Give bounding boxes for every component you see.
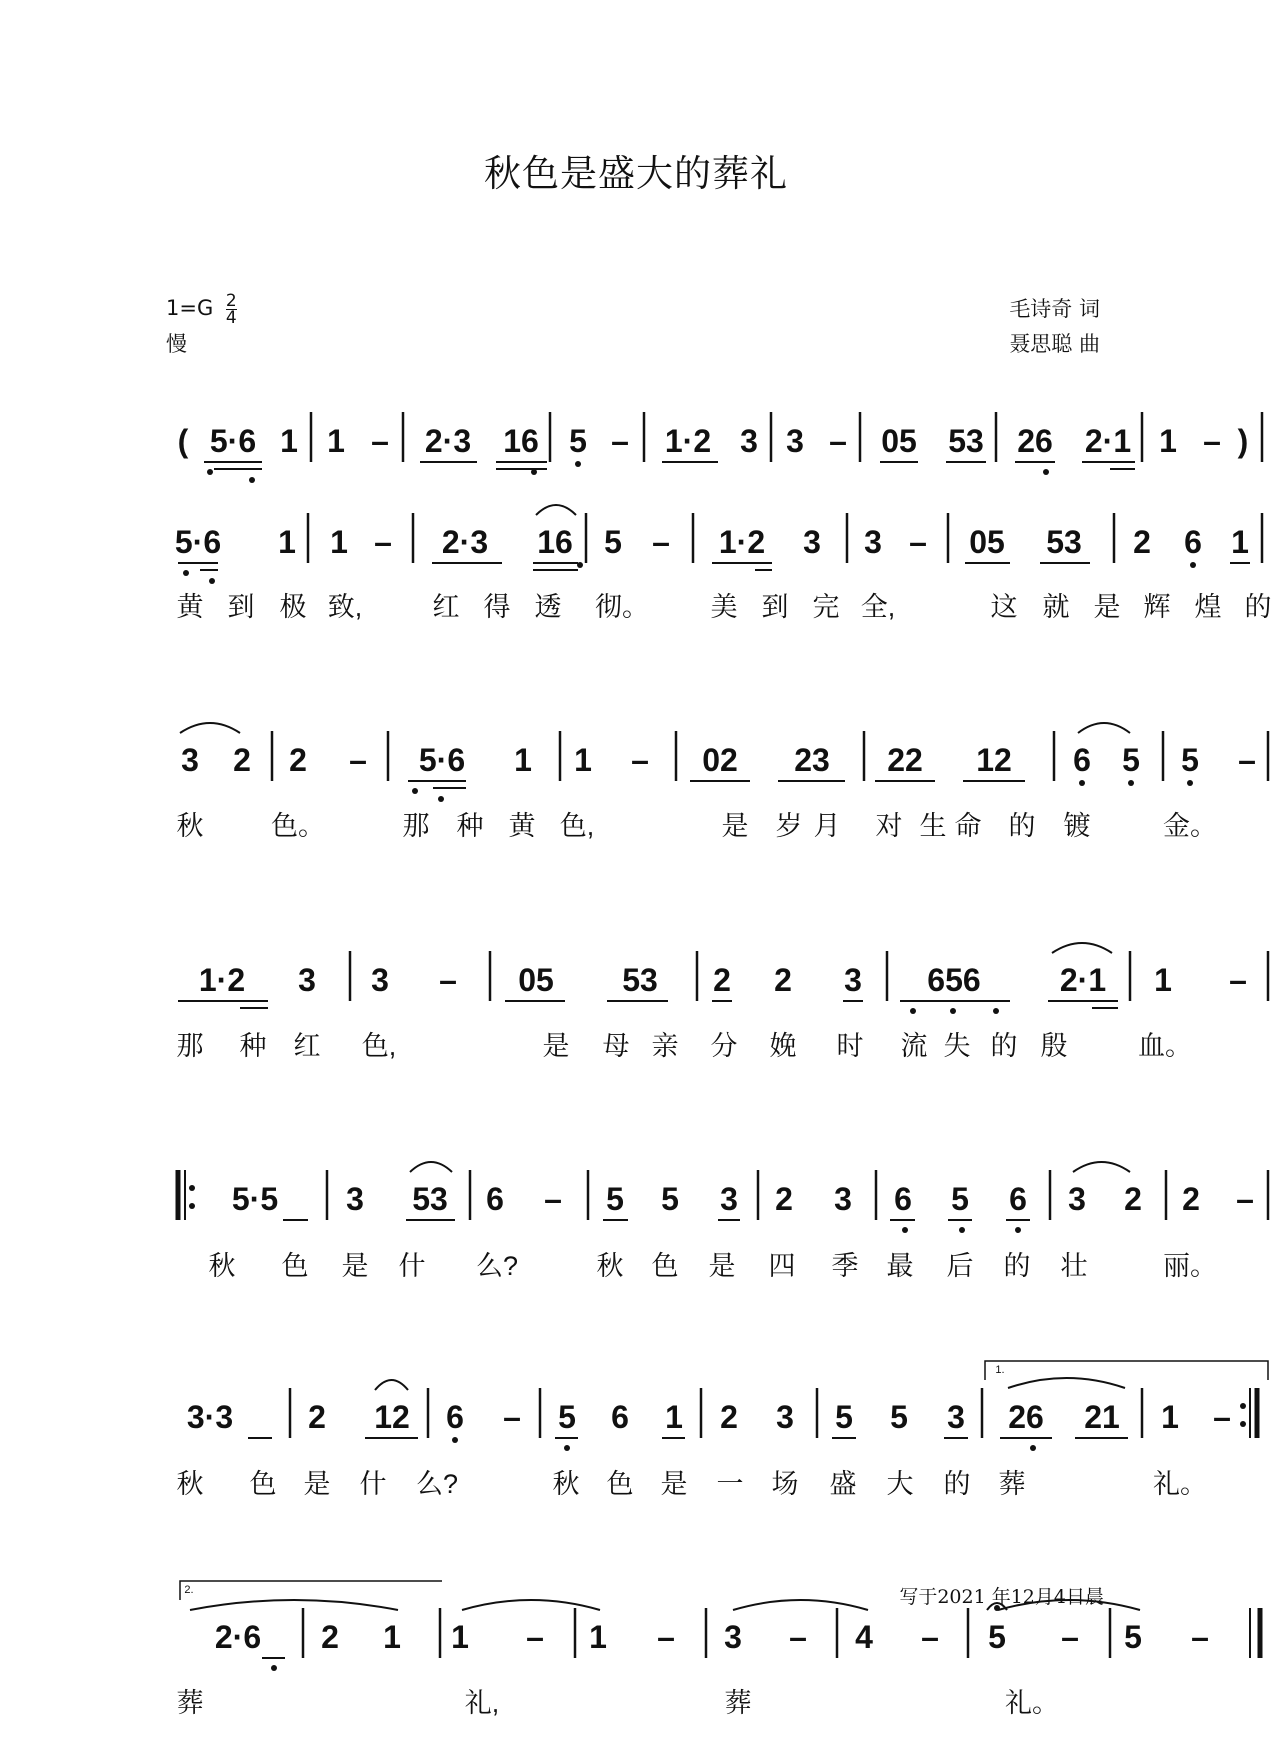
- lyric-line6: 大: [886, 1469, 914, 1499]
- lyric-line4: 那: [176, 1031, 204, 1061]
- lyric-line4: 是: [542, 1031, 570, 1061]
- note-line1: 5·6: [209, 423, 257, 459]
- note-line2: 16: [537, 524, 573, 560]
- note-line5: 6: [486, 1181, 504, 1217]
- octave-dot: [1240, 1403, 1246, 1409]
- lyric-line5: 最: [886, 1251, 914, 1281]
- note-line6: 5: [890, 1399, 908, 1435]
- note-line3: –: [1238, 742, 1256, 778]
- lyric-line4: 娩: [769, 1031, 797, 1061]
- volta-label: 1.: [995, 1364, 1005, 1376]
- lyric-line2: 得: [483, 592, 511, 622]
- note-line1: 53: [948, 423, 984, 459]
- note-line4: 2: [774, 962, 792, 998]
- lyric-line2: 是: [1093, 592, 1121, 622]
- note-line2: 3: [864, 524, 882, 560]
- slur-arc: [190, 1600, 398, 1610]
- lyric-line2: 就: [1042, 592, 1070, 622]
- note-line2: 6: [1184, 524, 1202, 560]
- note-line5: 2: [775, 1181, 793, 1217]
- lyric-line5: 丽。: [1163, 1251, 1217, 1281]
- note-line7: –: [1061, 1619, 1079, 1655]
- slur-arc: [1052, 943, 1112, 953]
- note-line1: 2·3: [424, 423, 472, 459]
- lyric-line6: 秋: [176, 1469, 204, 1499]
- lyric-line5: 的: [1003, 1251, 1031, 1281]
- lyric-line2: 煌: [1194, 592, 1222, 622]
- octave-dot: [575, 461, 581, 467]
- lyric-line2: 极: [279, 592, 307, 622]
- note-line7: 1: [383, 1619, 401, 1655]
- note-line3: 2: [289, 742, 307, 778]
- note-line1: 16: [503, 423, 539, 459]
- octave-dot: [183, 570, 189, 576]
- lyric-line2: 这: [990, 592, 1018, 622]
- note-line2: –: [652, 524, 670, 560]
- lyric-line6: 一: [716, 1469, 744, 1499]
- note-line4: 3: [371, 962, 389, 998]
- lyric-line3: 秋: [176, 811, 204, 841]
- lyric-line2: 透: [534, 592, 562, 622]
- lyric-line5: 秋: [208, 1251, 236, 1281]
- date-note: 写于2021 年12月4日晨: [899, 1586, 1104, 1608]
- lyric-line3: 黄: [508, 811, 536, 841]
- lyric-line3: 色。: [271, 811, 325, 841]
- lyric-line2: 致,: [327, 592, 363, 622]
- lyric-line5: 壮: [1060, 1251, 1088, 1281]
- note-line1: 1: [1159, 423, 1177, 459]
- note-line6: 3: [947, 1399, 965, 1435]
- note-line4: 1: [1154, 962, 1172, 998]
- lyric-line3: 镀: [1063, 811, 1091, 841]
- lyric-line3: 是: [721, 811, 749, 841]
- volta-label: 2.: [184, 1584, 194, 1596]
- lyric-line6: 什: [359, 1469, 387, 1499]
- key-signature: 1=G: [166, 296, 214, 320]
- lyric-line2: 全,: [860, 592, 896, 622]
- note-line4: 2: [713, 962, 731, 998]
- note-line7: –: [1191, 1619, 1209, 1655]
- note-line6: 3: [776, 1399, 794, 1435]
- lyric-line3: 岁: [775, 811, 803, 841]
- note-line1: –: [611, 423, 629, 459]
- octave-dot: [249, 477, 255, 483]
- note-line2: 05: [969, 524, 1005, 560]
- lyric-line6: 场: [771, 1469, 799, 1499]
- lyric-line4: 殷: [1040, 1031, 1068, 1061]
- note-line5: 5: [951, 1181, 969, 1217]
- lyric-line5: 是: [341, 1251, 369, 1281]
- lyric-line2: 完: [812, 592, 840, 622]
- note-line1: ): [1237, 423, 1249, 459]
- note-line5: 6: [1009, 1181, 1027, 1217]
- note-line6: 2: [308, 1399, 326, 1435]
- note-line6: 26: [1008, 1399, 1044, 1435]
- note-line7: 1: [589, 1619, 607, 1655]
- note-line4: –: [1229, 962, 1247, 998]
- note-line2: 3: [803, 524, 821, 560]
- lyric-line6: 礼。: [1153, 1469, 1207, 1499]
- lyric-line3: 对: [875, 811, 903, 841]
- slur-arc: [375, 1380, 408, 1390]
- note-line1: 5: [569, 423, 587, 459]
- lyric-line6: 色: [249, 1469, 277, 1499]
- lyric-line7: 葬: [724, 1688, 752, 1718]
- time-numerator: 2: [225, 290, 237, 311]
- slur-arc: [1073, 1162, 1130, 1172]
- note-line5: 5: [606, 1181, 624, 1217]
- note-line6: 5: [558, 1399, 576, 1435]
- note-line3: 3: [181, 742, 199, 778]
- note-line2: 1: [278, 524, 296, 560]
- note-line1: –: [829, 423, 847, 459]
- note-line3: 2: [233, 742, 251, 778]
- lyric-line5: 是: [708, 1251, 736, 1281]
- note-line3: 1: [574, 742, 592, 778]
- note-line1: 1: [280, 423, 298, 459]
- slur-arc: [1078, 723, 1130, 733]
- note-line1: 1: [327, 423, 345, 459]
- note-line5: 2: [1124, 1181, 1142, 1217]
- octave-dot: [993, 1008, 999, 1014]
- note-line2: –: [909, 524, 927, 560]
- note-line6: 21: [1084, 1399, 1120, 1435]
- octave-dot: [1128, 780, 1134, 786]
- note-line5: 6: [894, 1181, 912, 1217]
- note-line1: –: [1203, 423, 1221, 459]
- lyric-line2: 的: [1244, 592, 1272, 622]
- lyric-line5: 四: [768, 1251, 796, 1281]
- lyric-line6: 是: [660, 1469, 688, 1499]
- octave-dot: [1079, 780, 1085, 786]
- lyric-line6: 色: [606, 1469, 634, 1499]
- note-line6: 6: [446, 1399, 464, 1435]
- lyric-line2: 到: [761, 592, 789, 622]
- note-line3: 23: [794, 742, 830, 778]
- note-line3: 12: [976, 742, 1012, 778]
- note-line2: 2: [1133, 524, 1151, 560]
- slur-arc: [410, 1162, 452, 1172]
- volta-bracket: [180, 1581, 442, 1600]
- lyric-line6: 秋: [552, 1469, 580, 1499]
- note-line3: 6: [1073, 742, 1091, 778]
- note-line3: 5: [1181, 742, 1199, 778]
- note-line1: 26: [1017, 423, 1053, 459]
- note-line2: 5·6: [174, 524, 222, 560]
- note-line5: 5: [661, 1181, 679, 1217]
- note-line6: –: [503, 1399, 521, 1435]
- note-line5: 3: [720, 1181, 738, 1217]
- lyric-line5: 色: [651, 1251, 679, 1281]
- octave-dot: [1240, 1421, 1246, 1427]
- note-line4: 3: [298, 962, 316, 998]
- note-line7: –: [526, 1619, 544, 1655]
- note-line6: 5: [835, 1399, 853, 1435]
- octave-dot: [271, 1665, 277, 1671]
- lyric-line4: 种: [239, 1031, 267, 1061]
- octave-dot: [577, 562, 583, 568]
- note-line6: 2: [720, 1399, 738, 1435]
- octave-dot: [950, 1008, 956, 1014]
- lyric-line7: 礼。: [1005, 1688, 1059, 1718]
- note-line5: –: [544, 1181, 562, 1217]
- lyric-line5: 后: [946, 1251, 974, 1281]
- lyric-line6: 么?: [415, 1469, 459, 1499]
- lyric-line6: 盛: [829, 1469, 857, 1499]
- lyric-line3: 的: [1008, 811, 1036, 841]
- note-line7: 4: [855, 1619, 873, 1655]
- note-line7: 3: [724, 1619, 742, 1655]
- note-line5: 3: [1068, 1181, 1086, 1217]
- lyric-line4: 流: [900, 1031, 928, 1061]
- lyric-line2: 辉: [1143, 592, 1171, 622]
- note-line5: –: [1236, 1181, 1254, 1217]
- lyric-line5: 季: [831, 1251, 859, 1281]
- note-line3: –: [631, 742, 649, 778]
- note-line3: 22: [887, 742, 923, 778]
- slur-arc: [733, 1600, 868, 1610]
- lyric-line2: 彻。: [595, 592, 649, 622]
- lyricist-credit: 毛诗奇 词: [1009, 297, 1100, 321]
- note-line4: 53: [622, 962, 658, 998]
- note-line1: 1·2: [664, 423, 712, 459]
- octave-dot: [207, 469, 213, 475]
- lyric-line2: 美: [710, 592, 738, 622]
- lyric-line7: 礼,: [464, 1688, 500, 1718]
- note-line4: 1·2: [198, 962, 246, 998]
- lyric-line4: 亲: [651, 1031, 679, 1061]
- note-line4: 05: [518, 962, 554, 998]
- note-line1: (: [177, 423, 189, 459]
- octave-dot: [910, 1008, 916, 1014]
- lyric-line6: 葬: [998, 1469, 1026, 1499]
- lyric-line5: 什: [398, 1251, 426, 1281]
- note-line2: –: [374, 524, 392, 560]
- note-line7: 2·6: [214, 1619, 262, 1655]
- lyric-line4: 时: [836, 1031, 864, 1061]
- lyric-line2: 到: [227, 592, 255, 622]
- note-line4: 3: [844, 962, 862, 998]
- lyric-line4: 血。: [1138, 1031, 1192, 1061]
- lyric-line4: 的: [990, 1031, 1018, 1061]
- note-line6: 3·3: [186, 1399, 234, 1435]
- note-line2: 53: [1046, 524, 1082, 560]
- lyric-line5: 色: [281, 1251, 309, 1281]
- note-line1: 3: [786, 423, 804, 459]
- slur-arc: [1008, 1378, 1125, 1388]
- note-line7: 1: [451, 1619, 469, 1655]
- octave-dot: [189, 1203, 195, 1209]
- lyric-line7: 葬: [176, 1688, 204, 1718]
- note-line1: 3: [740, 423, 758, 459]
- note-line6: –: [1213, 1399, 1231, 1435]
- octave-dot: [189, 1185, 195, 1191]
- note-line4: –: [439, 962, 457, 998]
- lyric-line5: 么?: [475, 1251, 519, 1281]
- note-line2: 1·2: [718, 524, 766, 560]
- slur-arc: [462, 1600, 600, 1610]
- note-line7: –: [921, 1619, 939, 1655]
- note-line7: 2: [321, 1619, 339, 1655]
- note-line1: 2·1: [1084, 423, 1132, 459]
- lyric-line2: 黄: [176, 592, 204, 622]
- lyric-line4: 红: [293, 1031, 321, 1061]
- octave-dot: [452, 1437, 458, 1443]
- note-line3: 5: [1122, 742, 1140, 778]
- time-denominator: 4: [225, 307, 237, 328]
- slur-arc: [536, 505, 576, 515]
- note-line6: 12: [374, 1399, 410, 1435]
- octave-dot: [1190, 562, 1196, 568]
- octave-dot: [438, 796, 444, 802]
- lyric-line3: 月: [813, 811, 841, 841]
- octave-dot: [209, 578, 215, 584]
- octave-dot: [531, 469, 537, 475]
- octave-dot: [1187, 780, 1193, 786]
- octave-dot: [959, 1227, 965, 1233]
- lyric-line2: 红: [432, 592, 460, 622]
- note-line6: 1: [665, 1399, 683, 1435]
- lyric-line3: 命: [954, 811, 982, 841]
- lyric-line6: 是: [303, 1469, 331, 1499]
- lyric-line3: 生: [919, 811, 947, 841]
- note-line3: 5·6: [418, 742, 466, 778]
- note-line7: 5: [988, 1619, 1006, 1655]
- note-line5: 3: [346, 1181, 364, 1217]
- volta-bracket: [985, 1361, 1268, 1380]
- note-line2: 1: [1231, 524, 1249, 560]
- octave-dot: [564, 1445, 570, 1451]
- note-line3: 1: [514, 742, 532, 778]
- slur-arc: [180, 723, 240, 733]
- note-line4: 2·1: [1059, 962, 1107, 998]
- octave-dot: [902, 1227, 908, 1233]
- lyric-line3: 色,: [559, 811, 595, 841]
- composer-credit: 聂思聪 曲: [1009, 332, 1100, 356]
- note-line2: 5: [604, 524, 622, 560]
- note-line5: 53: [412, 1181, 448, 1217]
- lyric-line6: 的: [943, 1469, 971, 1499]
- note-line1: 05: [881, 423, 917, 459]
- note-line5: 5·5: [231, 1181, 279, 1217]
- note-line2: 2·3: [441, 524, 489, 560]
- note-line6: 1: [1161, 1399, 1179, 1435]
- octave-dot: [1043, 469, 1049, 475]
- octave-dot: [412, 788, 418, 794]
- note-line5: 2: [1182, 1181, 1200, 1217]
- song-title: 秋色是盛大的葬礼: [484, 152, 788, 195]
- lyric-line4: 失: [943, 1031, 971, 1061]
- octave-dot: [1015, 1227, 1021, 1233]
- octave-dot: [1030, 1445, 1036, 1451]
- note-line7: –: [789, 1619, 807, 1655]
- lyric-line5: 秋: [596, 1251, 624, 1281]
- note-line7: 5: [1124, 1619, 1142, 1655]
- note-line2: 1: [330, 524, 348, 560]
- note-line7: –: [657, 1619, 675, 1655]
- lyric-line3: 金。: [1163, 811, 1217, 841]
- lyric-line4: 分: [710, 1031, 738, 1061]
- note-line4: 656: [927, 962, 981, 998]
- note-line5: 3: [834, 1181, 852, 1217]
- lyric-line4: 母: [602, 1031, 630, 1061]
- note-line3: 02: [702, 742, 738, 778]
- lyric-line4: 色,: [361, 1031, 397, 1061]
- note-line3: –: [349, 742, 367, 778]
- tempo-marking: 慢: [166, 332, 187, 356]
- lyric-line3: 种: [456, 811, 484, 841]
- lyric-line3: 那: [402, 811, 430, 841]
- note-line1: –: [371, 423, 389, 459]
- note-line6: 6: [611, 1399, 629, 1435]
